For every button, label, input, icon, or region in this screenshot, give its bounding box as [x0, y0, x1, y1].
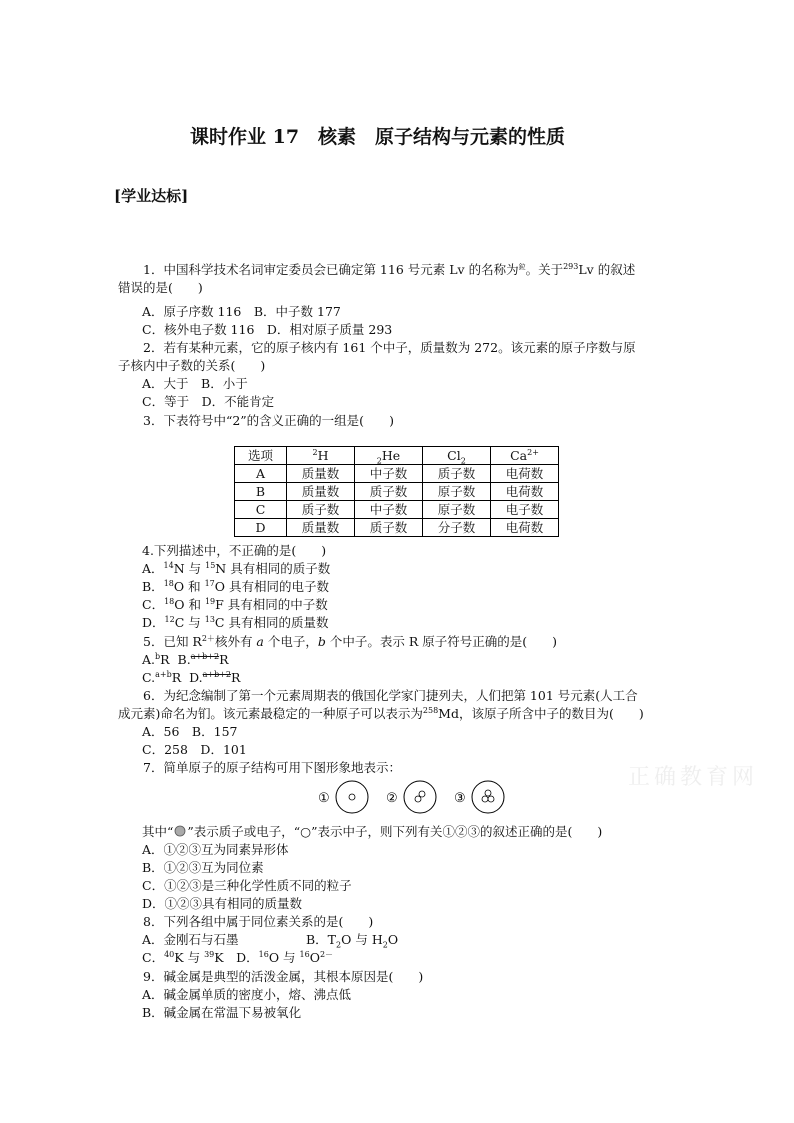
question-4-option-d: D．$^{12}$C 与 $^{13}$C 具有相同的质量数 [142, 614, 329, 630]
question-4-option-c: C．$^{18}$O 和 $^{19}$F 具有相同的中子数 [142, 596, 328, 612]
table-cell: 中子数 [355, 501, 423, 519]
table-cell: 质子数 [355, 483, 423, 501]
question-8-stem: 8．下列各组中属于同位素关系的是( ) [118, 914, 374, 929]
table-cell: A [235, 465, 287, 483]
question-8-option-a: A．金刚石与石墨 [142, 932, 239, 947]
atom-3-particle [488, 796, 494, 802]
question-4-option-b: B．$^{18}$O 和 $^{17}$O 具有相同的电子数 [142, 578, 329, 594]
atom-models-figure [316, 778, 526, 818]
question-4-stem: 4.下列描述中，不正确的是( ) [142, 543, 327, 558]
question-5-options-row2: C.$^{a+b}$R D.$^{a+b+2}$R [142, 669, 241, 685]
question-1-line2: 错误的是( ) [118, 280, 203, 295]
question-8-options-cd: C．$^{40}$K 与 $^{39}$K D．$^{16}$O 与 $^{16}O^{2-}$ [142, 949, 334, 965]
page-title: 课时作业 17 核素 原子结构与元素的性质 [190, 126, 566, 148]
question-5-options-row1: A.$^b$R B.$^{a+b+2}$R [142, 651, 229, 667]
table-cell: 电荷数 [491, 519, 559, 537]
question-1-option-row: A．原子序数 116 B．中子数 177 [142, 304, 341, 319]
section-heading: [学业达标] [114, 187, 189, 205]
question-2-option-row: C．等于 D．不能肯定 [142, 394, 275, 409]
atom-label-3: ③ [454, 791, 466, 806]
atom-label-1: ① [318, 791, 330, 806]
question-9-stem: 9．碱金属是典型的活泼金属，其根本原因是( ) [118, 969, 424, 984]
question-7-option-a: A．①②③互为同素异形体 [142, 842, 289, 857]
table-cell: 电子数 [491, 501, 559, 519]
table-cell: $^2$H [287, 447, 355, 465]
atom-1-nucleus [349, 794, 355, 800]
question-7-option-d: D．①②③具有相同的质量数 [142, 896, 303, 911]
table-row [235, 483, 559, 501]
table-cell: 质子数 [423, 465, 491, 483]
watermark: 正确教育网 [628, 765, 759, 790]
table-cell: 原子数 [423, 483, 491, 501]
question-2-line2: 子核内中子数的关系( ) [118, 358, 266, 373]
question-7-stem: 7．简单原子的原子结构可用下图形象地表示： [118, 760, 401, 775]
table-header-row [235, 447, 559, 465]
table-cell: 质量数 [287, 483, 355, 501]
question-1-option-row: C．核外电子数 116 D．相对原子质量 293 [142, 322, 393, 337]
table-cell: 原子数 [423, 501, 491, 519]
question-3-table [234, 446, 559, 537]
table-cell: $Ca^{2+}$ [491, 447, 559, 465]
table-cell: 质子数 [355, 519, 423, 537]
table-cell: 质量数 [287, 465, 355, 483]
question-2-option-row: A．大于 B．小于 [142, 376, 248, 391]
table-cell: 选项 [235, 447, 287, 465]
table-cell: $_2$He [355, 447, 423, 465]
atom-2-particle [419, 791, 425, 797]
table-cell: B [235, 483, 287, 501]
question-4-option-a: A．$^{14}$N 与 $^{15}$N 具有相同的质子数 [142, 560, 331, 576]
table-cell: 质量数 [287, 519, 355, 537]
table-cell: C [235, 501, 287, 519]
atom-2-particle [415, 796, 421, 802]
question-5-stem: 5．已知 $R^{2+}$核外有 a 个电子，b 个中子。表示 R 原子符号正确的是( ) [118, 633, 557, 649]
question-9-option-b: B．碱金属在常温下易被氧化 [142, 1005, 302, 1020]
table-cell: $Cl_2$ [423, 447, 491, 465]
question-1-line1: 1．中国科学技术名词审定委员会已确定第 116 号元素 Lv 的名称为$^鉝$。关于$^{293}$Lv 的叙述 [118, 261, 636, 277]
table-row [235, 519, 559, 537]
gray-particle-icon [173, 825, 187, 837]
atom-3-shell [472, 781, 504, 813]
question-6-line2: 成元素)命名为钔。该元素最稳定的一种原子可以表示为$^{258}$Md，该原子所含中子的数目为( ) [118, 705, 644, 721]
question-3-stem: 3．下表符号中“2”的含义正确的一组是( ) [118, 413, 394, 428]
table-cell: 中子数 [355, 465, 423, 483]
question-7-option-b: B．①②③互为同位素 [142, 860, 264, 875]
question-6-option-row: A．56 B．157 [142, 724, 238, 739]
table-cell: 电荷数 [491, 483, 559, 501]
atom-3-particle [485, 790, 491, 796]
table-cell: 分子数 [423, 519, 491, 537]
question-6-option-row: C．258 D．101 [142, 742, 247, 757]
table-cell: 质子数 [287, 501, 355, 519]
atom-label-2: ② [386, 791, 398, 806]
question-7-legend: 其中“ ”表示质子或电子，“○”表示中子，则下列有关①②③的叙述正确的是( ) [142, 824, 603, 839]
question-8-option-b: B．$T_2O$ 与 $H_2O$ [306, 932, 399, 950]
table-cell: D [235, 519, 287, 537]
question-9-option-a: A．碱金属单质的密度小，熔、沸点低 [142, 987, 352, 1002]
table-cell: 电荷数 [491, 465, 559, 483]
question-6-line1: 6．为纪念编制了第一个元素周期表的俄国化学家门捷列夫，人们把第 101 号元素(人工合 [118, 688, 638, 703]
table-row [235, 501, 559, 519]
table-row [235, 465, 559, 483]
question-2-line1: 2．若有某种元素，它的原子核内有 161 个中子，质量数为 272。该元素的原子序数与原 [118, 340, 636, 355]
question-7-option-c: C．①②③是三种化学性质不同的粒子 [142, 878, 352, 893]
atom-3-particle [482, 796, 488, 802]
